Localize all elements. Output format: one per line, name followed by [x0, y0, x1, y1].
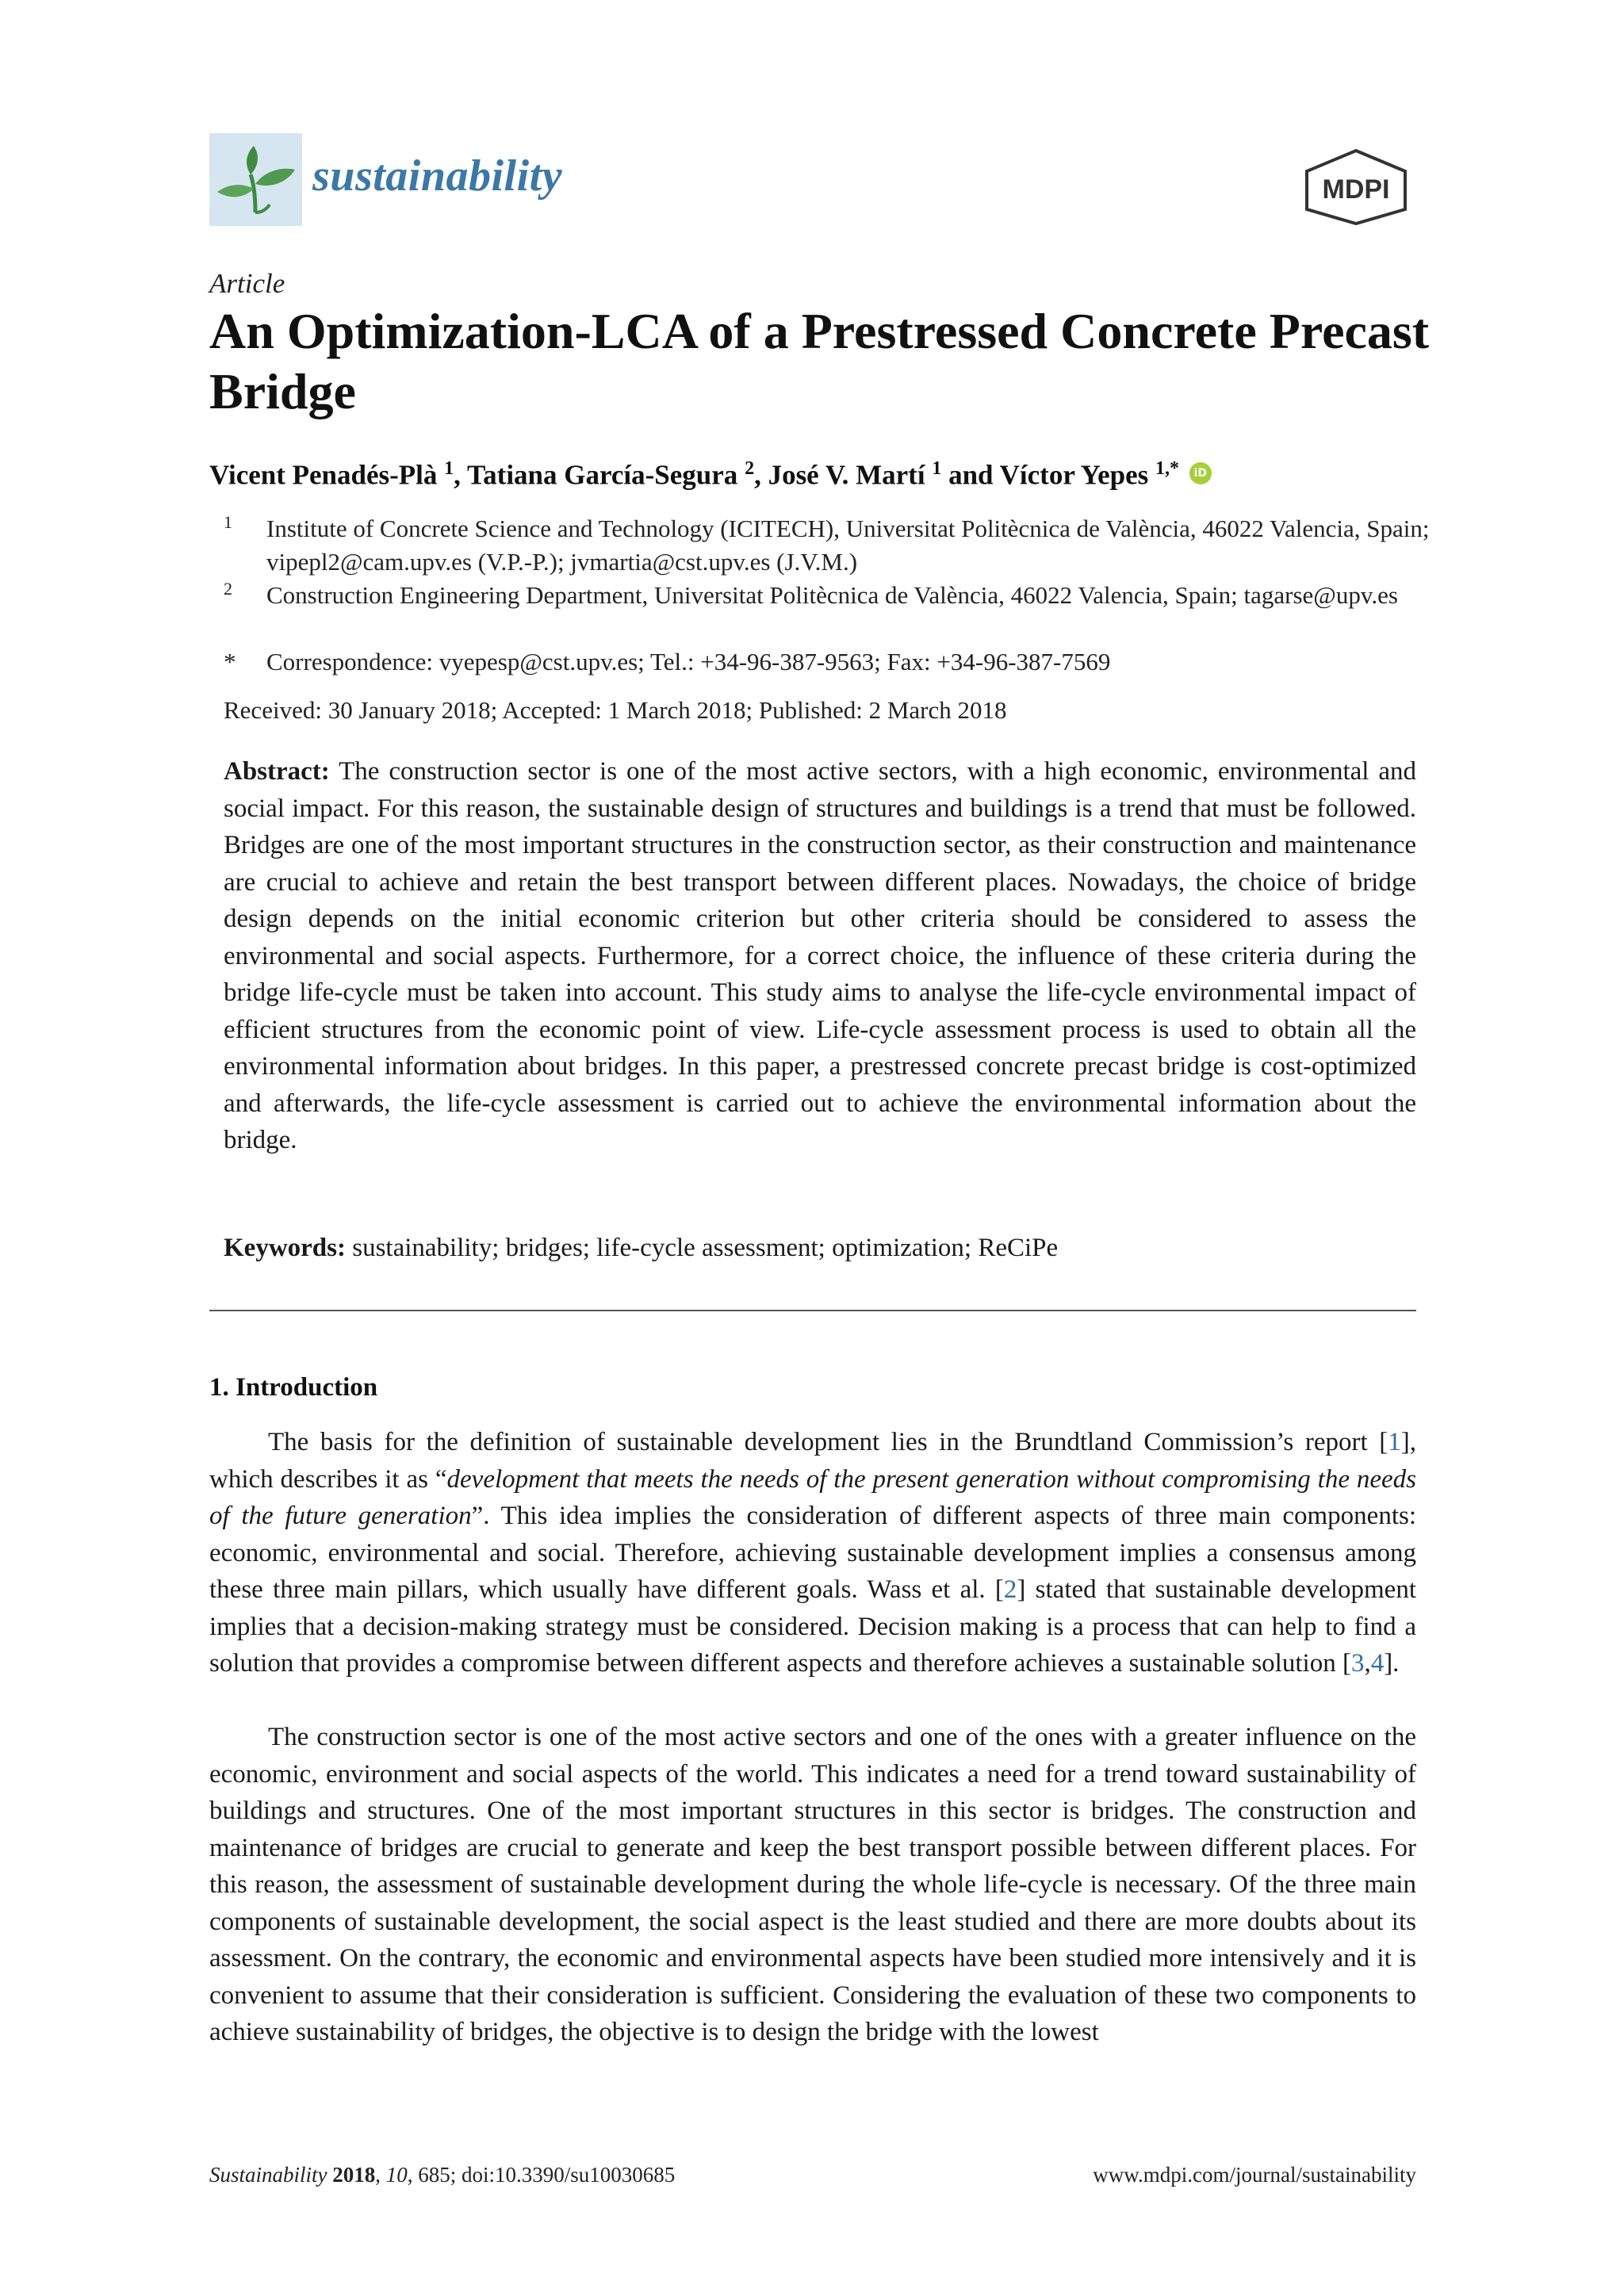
affiliation-mark: 1 — [224, 512, 232, 532]
correspondence — [224, 645, 1437, 679]
correspondence-text: Correspondence: vyepesp@cst.upv.es; Tel.: +34-96-387-9563; Fax: +34-96-387-7569 — [266, 648, 1111, 675]
publication-dates: Received: 30 January 2018; Accepted: 1 March 2018; Published: 2 March 2018 — [224, 696, 1007, 724]
mdpi-logo-icon — [1300, 147, 1411, 227]
author-name: José V. Martí — [768, 459, 925, 491]
sustainability-logo-icon — [209, 133, 302, 226]
article-type: Article — [209, 268, 285, 299]
author-separator: , — [754, 459, 768, 491]
body-paragraph-1: The basis for the definition of sustainable development lies in the Brundtland Commission’s report [1], which describes it as “development that meets the needs of the present generation without compromising the needs of the future generation”. This idea implies the consideration of different aspects of three main components: economic, environmental and social. Therefore, achieving sustainable development implies a consensus among these three main pillars, which usually have different goals. Wass et al. [2] stated that sustainable development implies that a decision-making strategy must be considered. Decision making is a process that can help to find a solution that provides a compromise between different aspects and therefore achieves a sustainable solution [3,4]. — [209, 1428, 1417, 1678]
author-name: Vicent Penadés-Plà — [209, 459, 438, 491]
footer-journal: Sustainability — [209, 2163, 327, 2187]
footer-volume: 10 — [385, 2163, 408, 2187]
section-heading: 1. Introduction — [209, 1373, 378, 1402]
affiliation-text: Construction Engineering Department, Universitat Politècnica de València, 46022 Valencia, Spain; tagarse@upv.es — [266, 581, 1398, 609]
author-separator: , — [454, 459, 468, 491]
body-paragraph-2: The construction sector is one of the most active sectors and one of the ones with a greater influence on the economic, environment and social aspects of the world. This indicates a need for a trend toward sustainability of buildings and structures. One of the most important structures in this sector is bridges. The construction and maintenance of bridges are crucial to generate and keep the best transport possible between different places. For this reason, the assessment of sustainable development during the whole life-cycle is necessary. Of the three main components of sustainable development, the social aspect is the least studied and there are more doubts about its assessment. On the contrary, the economic and environmental aspects have been studied more intensively and it is convenient to assume that their consideration is sufficient. Considering the evaluation of these two components to achieve sustainability of bridges, the objective is to design the bridge with the lowest — [209, 1723, 1416, 2046]
footer-citation: Sustainability 2018, 10, 685; doi:10.3390/su10030685 — [209, 2163, 676, 2187]
footer-year: 2018 — [332, 2163, 376, 2187]
keywords-text: sustainability; bridges; life-cycle assessment; optimization; ReCiPe — [352, 1234, 1059, 1262]
citation-link[interactable]: 4 — [1370, 1649, 1385, 1678]
section-divider — [209, 1310, 1416, 1311]
mdpi-logo-text: MDPI — [1322, 174, 1390, 205]
affiliation-1 — [224, 512, 1437, 579]
author-list — [209, 458, 1212, 492]
author-affiliation-mark: 1 — [932, 458, 942, 479]
affiliation-text: Institute of Concrete Science and Technology (ICITECH), Universitat Politècnica de València, 46022 Valencia, Spain; vipepl2@cam.upv.es (V.P.-P.); jvmartia@cst.upv.es (J.V.M.) — [266, 515, 1430, 576]
keywords-label: Keywords: — [224, 1234, 346, 1262]
citation-link[interactable]: 3 — [1350, 1649, 1365, 1678]
keywords — [224, 1234, 1058, 1263]
correspondence-mark: * — [224, 648, 236, 675]
journal-name: sustainability — [312, 151, 563, 201]
author-name: Tatiana García-Segura — [467, 459, 738, 491]
affiliation-2 — [224, 579, 1437, 612]
citation-link[interactable]: 2 — [1003, 1575, 1017, 1604]
abstract-text: The construction sector is one of the most active sectors, with a high economic, environmental and social impact. For this reason, the sustainable design of structures and buildings is a trend that must be followed. Bridges are one of the most important structures in the construction sector, as their construction and maintenance are crucial to achieve and retain the best transport between different places. Nowadays, the choice of bridge design depends on the initial economic criterion but other criteria should be considered to assess the environmental and social aspects. Furthermore, for a correct choice, the influence of these criteria during the bridge life-cycle must be taken into account. This study aims to analyse the life-cycle environmental impact of efficient structures from the economic point of view. Life-cycle assessment process is used to obtain all the environmental information about bridges. In this paper, a prestressed concrete precast bridge is cost-optimized and afterwards, the life-cycle assessment is carried out to achieve the environmental information about the bridge. — [224, 757, 1416, 1154]
footer-url[interactable]: www.mdpi.com/journal/sustainability — [1093, 2163, 1416, 2187]
orcid-icon[interactable]: iD — [1189, 462, 1212, 484]
author-affiliation-mark: 1 — [444, 458, 454, 479]
author-affiliation-mark: 2 — [745, 458, 755, 479]
author-name: Víctor Yepes — [999, 459, 1149, 491]
abstract-label: Abstract: — [224, 757, 330, 786]
author-affiliation-mark: 1,* — [1155, 458, 1179, 479]
article-title: An Optimization-LCA of a Prestressed Concrete Precast Bridge — [209, 303, 1430, 419]
footer-doi: , 685; doi:10.3390/su10030685 — [407, 2163, 676, 2187]
affiliation-mark: 2 — [224, 579, 232, 599]
abstract — [224, 753, 1416, 1159]
author-separator: and — [941, 459, 1000, 491]
quoted-definition: development that meets the needs of the present generation without compromising the needs of the future generation — [209, 1464, 1417, 1530]
citation-link[interactable]: 1 — [1388, 1428, 1401, 1456]
